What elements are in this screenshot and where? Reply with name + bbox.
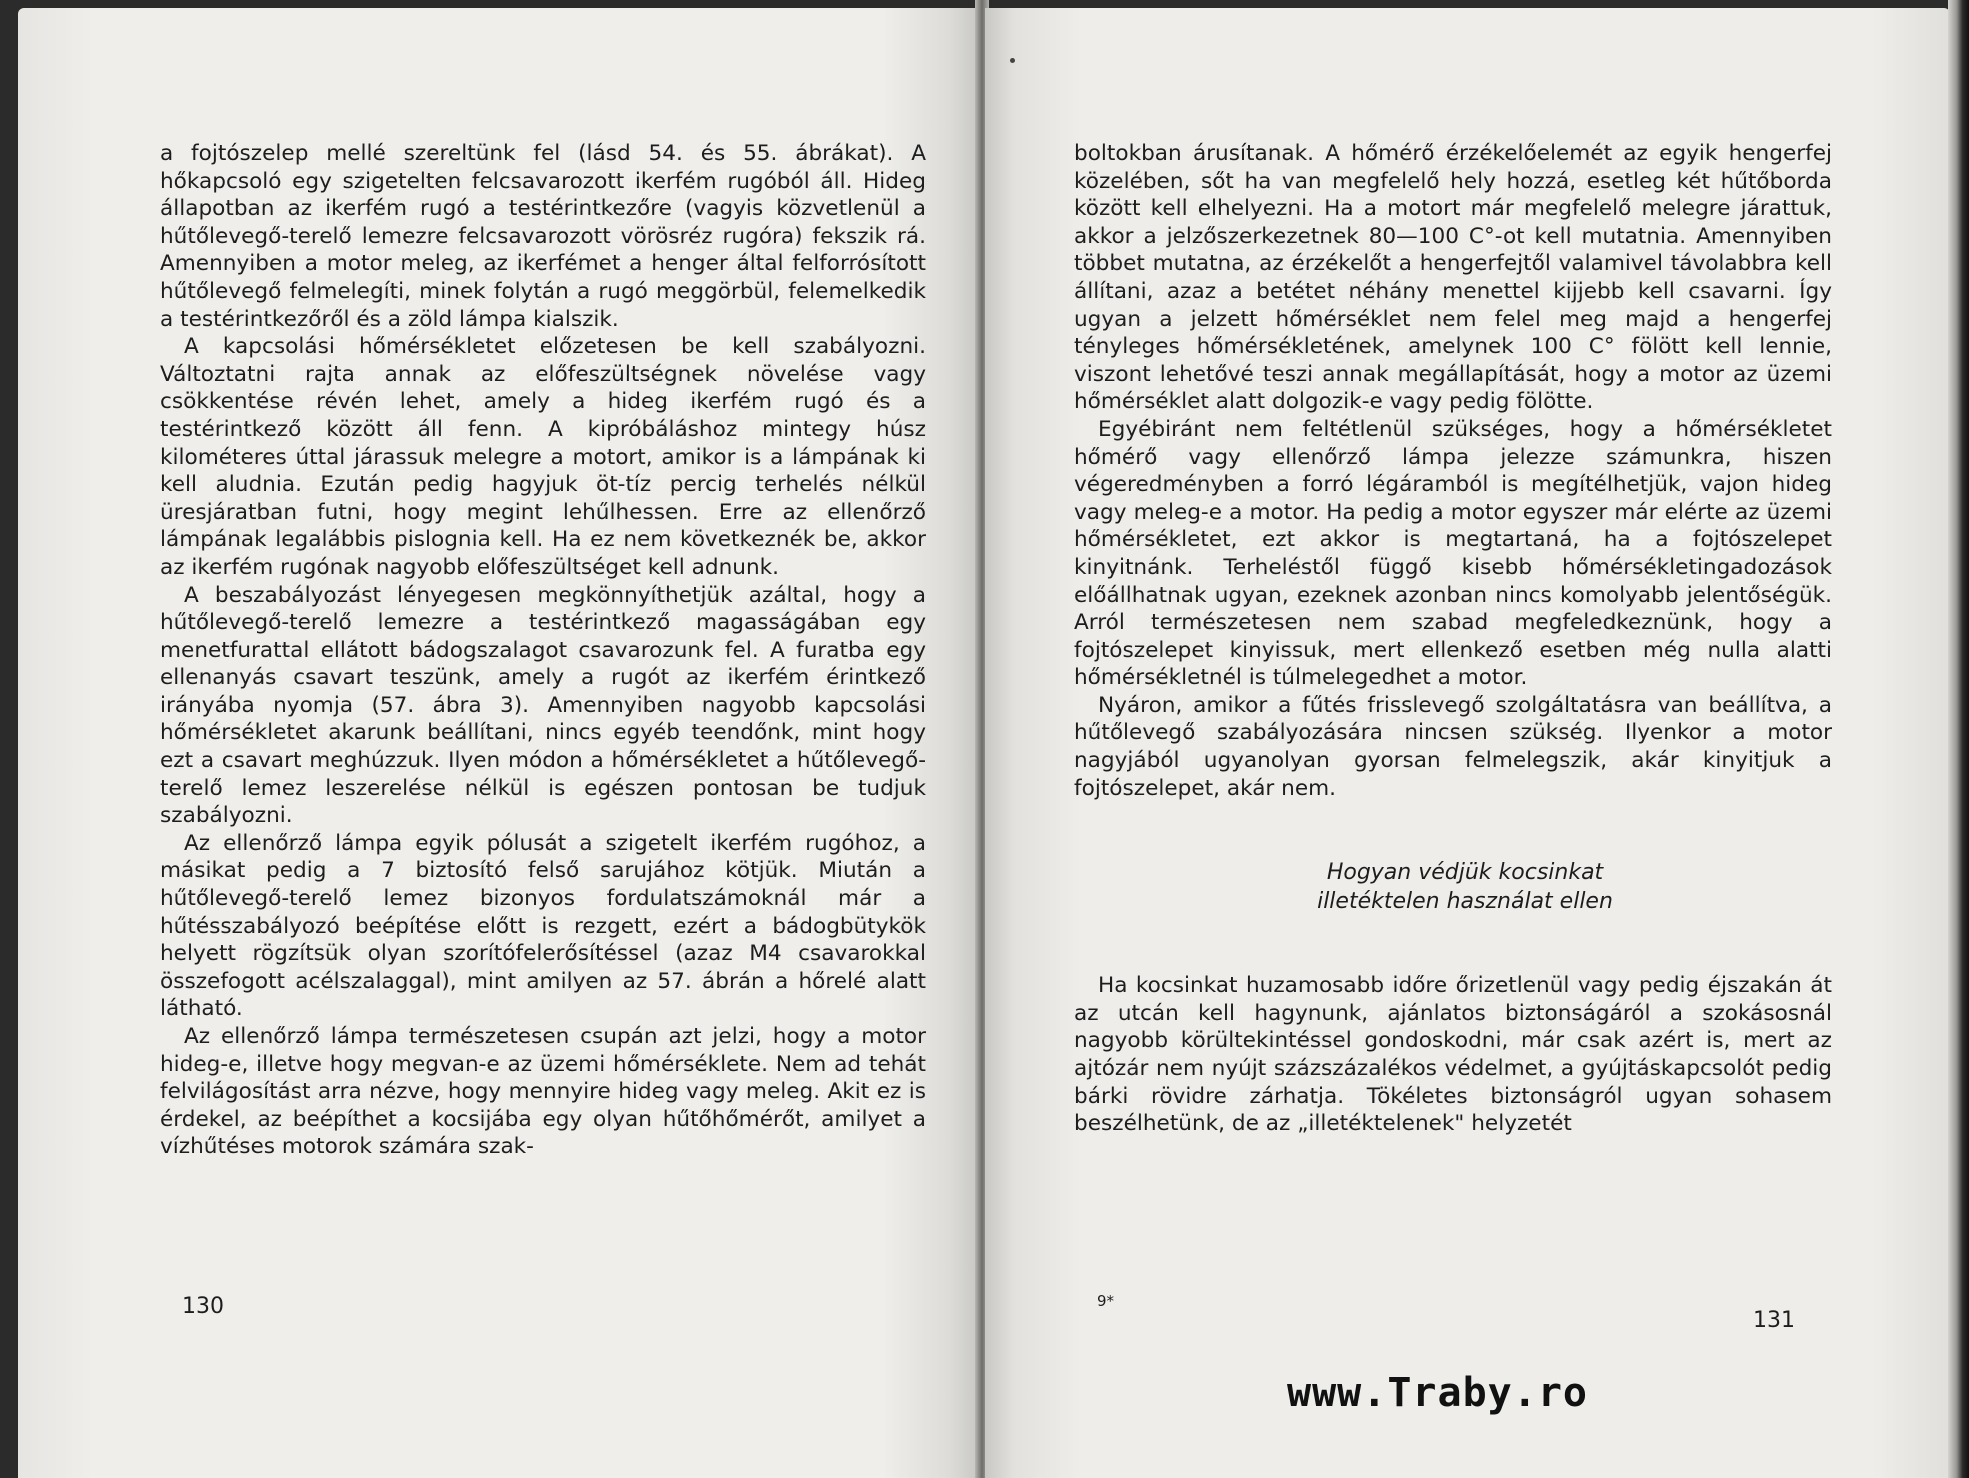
speck [1010,58,1015,63]
signature-mark: 9* [1097,1292,1115,1310]
section-heading-line1: Hogyan védjük kocsinkat [1326,860,1604,886]
paragraph: Nyáron, amikor a fűtés frisslevegő szolgáltatásra van beállítva, a hűtőlevegő szabályozására nincsen szükség. Ilyenkor a motor nagyjából ugyanolyan gyorsan felmelegszik, akár kinyitjuk a fojtószelepet, akár nem. [1074,692,1832,801]
page-number-right: 131 [1753,1308,1795,1333]
book-edge [1948,0,1969,1478]
paragraph: a fojtószelep mellé szereltünk fel (lásd 54. és 55. ábrákat). A hőkapcsoló egy szigetelten felcsavarozott ikerfém rugóból áll. Hideg állapotban az ikerfém rugó a testérintkezőre (vagyis közvetlenül a hűtőlevegő-terelő lemezre felcsavarozott vörösréz rugóra) fekszik rá. Amennyiben a motor meleg, az ikerfémet a henger által felforrósított hűtőlevegő felmelegíti, minek folytán a rugó meggörbül, felemelkedik a testérintkezőről és a zöld lámpa kialszik. [160,141,926,332]
section-heading-line2: illetéktelen használat ellen [1317,889,1613,915]
paragraph: A kapcsolási hőmérsékletet előzetesen be kell szabályozni. Változtatni rajta annak az előfeszültségnek növelése vagy csökkentése révén lehet, amely a hideg ikerfém rugó és a testérintkező között áll fenn. A kipróbáláshoz mintegy húsz kilométeres úttal járassuk melegre a motort, amikor is a lámpának ki kell aludnia. Ezután pedig hagyjuk öt-tíz percig terhelés nélkül üresjáratban futni, hogy megint lehűlhessen. Erre az ellenőrző lámpának legalábbis pislognia kell. Ha ez nem következnék be, akkor az ikerfém rugónak nagyobb előfeszültséget kell adnunk. [160,334,926,580]
section-heading [1074,858,1832,916]
paragraph: Ha kocsinkat huzamosabb időre őrizetlenül vagy pedig éjszakán át az utcán kell hagynunk, ajánlatos biztonságáról a szokásosnál nagyobb körültekintéssel gondoskodni, már csak azért is, mert az ajtózár nem nyújt százszázalékos védelmet, a gyújtáskapcsolót pedig bárki rövidre zárhatja. Tökéletes biztonságról ugyan sohasem beszélhetünk, de az „illetéktelenek" helyzetét [1074,973,1832,1137]
page-number-left: 130 [182,1294,224,1319]
left-page-text [160,140,926,1161]
paragraph: Az ellenőrző lámpa természetesen csupán azt jelzi, hogy a motor hideg-e, illetve hogy megvan-e az üzemi hőmérséklete. Nem ad tehát felvilágosítást arra nézve, hogy mennyire hideg vagy meleg. Akit ez is érdekel, az beépíthet a kocsijába egy olyan hűtőhőmérőt, amilyet a vízhűtéses motorok számára szak- [160,1024,926,1160]
paragraph: A beszabályozást lényegesen megkönnyíthetjük azáltal, hogy a hűtőlevegő-terelő lemezre a testérintkező magasságában egy menetfurattal ellátott bádogszalagot csavarozunk fel. A furatba egy ellenanyás csavart teszünk, amely a rugót az ikerfém érintkező irányába nyomja (57. ábra 3). Amennyiben nagyobb kapcsolási hőmérsékletet akarunk beállítani, nincs egyéb teendőnk, mint hogy ezt a csavart meghúzzuk. Ilyen módon a hőmérsékletet a hűtőlevegő-terelő lemez leszerelése nélkül is egészen pontosan be tudjuk szabályozni. [160,582,926,829]
paragraph: Egyébiránt nem feltétlenül szükséges, hogy a hőmérsékletet hőmérő vagy ellenőrző lámpa jelezze számunkra, hiszen végeredményben a forró légáramból is megítélhetjük, vajon hideg vagy meleg-e a motor. Ha pedig a motor egyszer már elérte az üzemi hőmérsékletet, ezt akkor is megtartaná, ha a fojtószelepet kinyitnánk. Terheléstől függő kisebb hőmérsékletingadozások előállhatnak ugyan, ezeknek azonban nincs komolyabb jelentőségük. Arról természetesen nem szabad megfeledkeznünk, hogy a fojtószelepet kinyissuk, mert ellenkező esetben még nulla alatti hőmérsékletnél is túlmelegedhet a motor. [1074,416,1832,691]
left-page [18,8,978,1478]
watermark-text: www.Traby.ro [1287,1370,1588,1416]
paragraph: boltokban árusítanak. A hőmérő érzékelőelemét az egyik hengerfej közelében, sőt ha van megfelelő hely hozzá, esetleg két hűtőborda között kell elhelyezni. Ha a motort már megfelelő melegre járattuk, akkor a jelzőszerkezetnek 80—100 C°-ot kell mutatnia. Amennyiben többet mutatna, az érzékelőt a hengerfejtől valamivel távolabbra kell állítani, azaz a betétet néhány menettel kijjebb kell csavarni. Így ugyan a jelzett hőmérséklet nem felel meg majd a hengerfej tényleges hőmérsékletének, amelynek 100 C° fölött kell lennie, viszont lehetővé teszi annak megállapítását, hogy a motor az üzemi hőmérséklet alatt dolgozik-e vagy pedig fölötte. [1074,141,1832,415]
right-page [985,8,1950,1478]
right-page-text [1074,140,1832,1138]
paragraph: Az ellenőrző lámpa egyik pólusát a szigetelt ikerfém rugóhoz, a másikat pedig a 7 biztosító felső sarujához kötjük. Miután a hűtőlevegő-terelő lemez bizonyos fordulatszámoknál már a hűtésszabályozó beépítése előtt is rezgett, ezért a bádogbütykök helyett rögzítsük olyan szorítófelerősítéssel (azaz M4 csavarokkal összefogott acélszalaggal), mint amilyen az 57. ábrán a hőrelé alatt látható. [160,830,926,1022]
